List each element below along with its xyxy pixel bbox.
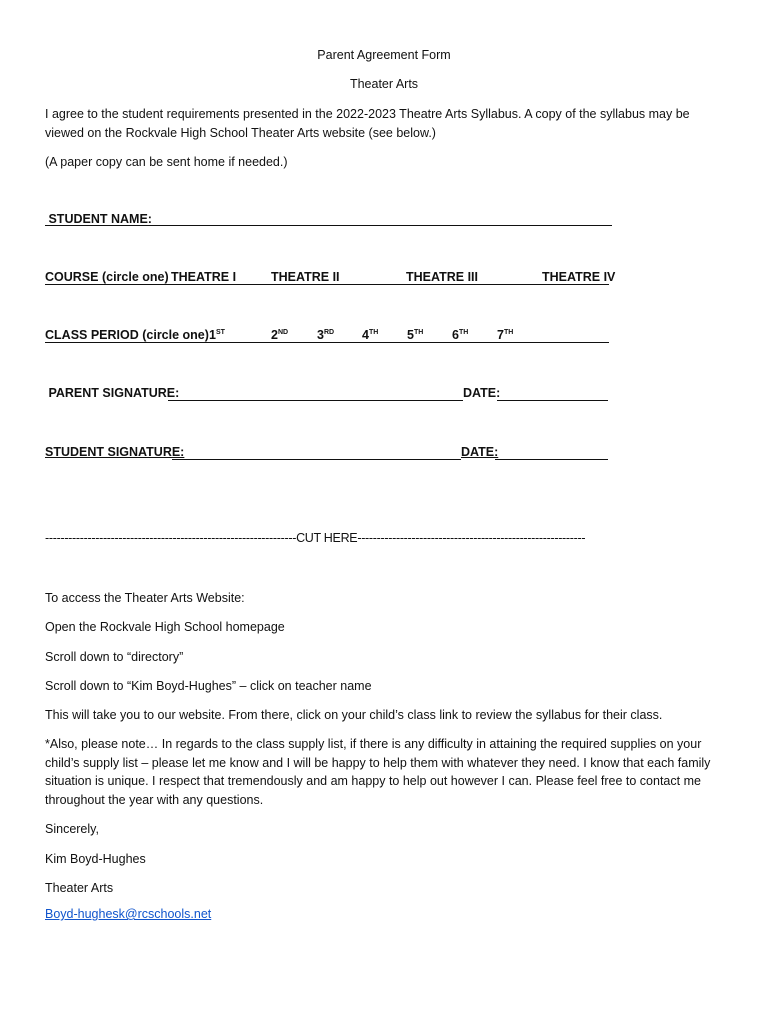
course-option-3[interactable]: THEATRE III — [406, 270, 478, 284]
instruction-step-1: Open the Rockvale High School homepage — [45, 620, 285, 634]
student-name-label: STUDENT NAME: — [45, 212, 152, 226]
student-signature-line[interactable] — [172, 459, 461, 460]
period-option-5[interactable]: 5TH — [407, 328, 424, 342]
instruction-step-2: Scroll down to “directory” — [45, 650, 184, 664]
class-period-label: CLASS PERIOD (circle one) — [45, 328, 209, 342]
period-option-4[interactable]: 4TH — [362, 328, 379, 342]
instruction-step-4: This will take you to our website. From there, click on your child’s class link to review the syllabus for their class. — [45, 708, 663, 722]
period-option-1[interactable]: 1ST — [209, 328, 225, 342]
student-date-label: DATE: — [461, 445, 499, 459]
course-option-1[interactable]: THEATRE I — [171, 270, 237, 284]
closing-sincerely: Sincerely, — [45, 822, 99, 836]
closing-name: Kim Boyd-Hughes — [45, 852, 146, 866]
student-date-line[interactable] — [495, 459, 608, 460]
period-option-3[interactable]: 3RD — [317, 328, 335, 342]
parent-date-line[interactable] — [497, 400, 608, 401]
form-title: Parent Agreement Form — [317, 48, 451, 62]
instruction-step-3: Scroll down to “Kim Boyd-Hughes” – click on teacher name — [45, 679, 372, 693]
course-option-4[interactable]: THEATRE IV — [542, 270, 616, 284]
class-period-underline — [45, 342, 609, 343]
form-subtitle: Theater Arts — [349, 77, 419, 91]
closing-department: Theater Arts — [45, 881, 114, 895]
instructions-heading: To access the Theater Arts Website: — [45, 591, 245, 605]
parent-date-label: DATE: — [463, 386, 501, 400]
paper-copy-note: (A paper copy can be sent home if needed.) — [45, 155, 288, 169]
student-name-line[interactable] — [45, 225, 612, 226]
student-signature-label: STUDENT SIGNATURE: — [45, 445, 185, 459]
course-label: COURSE (circle one) — [45, 270, 169, 284]
course-underline — [45, 284, 609, 285]
supply-note-paragraph: *Also, please note… In regards to the class supply list, if there is any difficulty in attaining the required supplies on your child’s supply list – please let me know and I will be happy to help them with whatever they need. I know that each family situation is unique. I respect that tremendously and am happy to help out however I can. Please feel free to contact me throughout the year with any questions. — [45, 737, 711, 807]
email-link[interactable]: Boyd-hughesk@rcschools.net — [45, 907, 212, 921]
period-option-6[interactable]: 6TH — [452, 328, 469, 342]
intro-paragraph: I agree to the student requirements presented in the 2022-2023 Theatre Arts Syllabus. A copy of the syllabus may be viewed on the Rockvale High School Theater Arts website (see below.) — [45, 107, 690, 140]
period-option-7[interactable]: 7TH — [497, 328, 514, 342]
cut-here-line: -----------------------------------------------------------------CUT HERE----------------------------------------------------------- — [45, 531, 586, 545]
course-option-2[interactable]: THEATRE II — [271, 270, 340, 284]
parent-signature-label: PARENT SIGNATURE: — [45, 386, 180, 400]
period-option-2[interactable]: 2ND — [271, 328, 289, 342]
parent-signature-line[interactable] — [168, 400, 463, 401]
